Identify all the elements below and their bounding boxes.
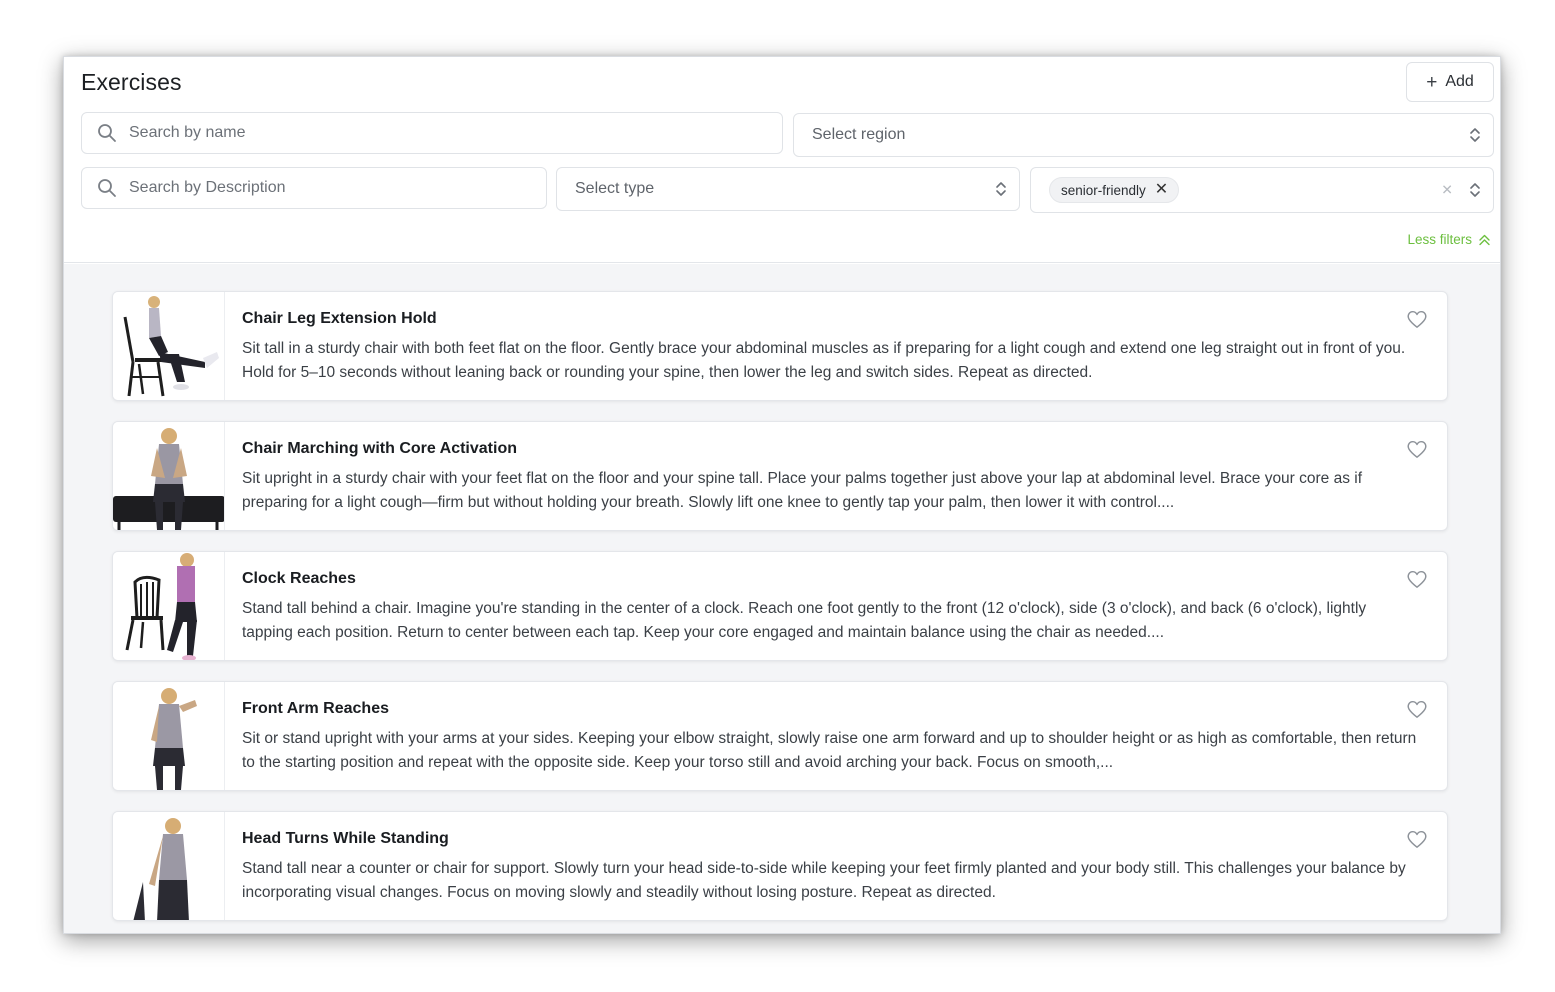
exercise-title: Clock Reaches (242, 570, 356, 587)
chevron-updown-icon (1469, 126, 1481, 144)
exercise-description: Stand tall near a counter or chair for support. Slowly turn your head side-to-side while keeping your feet firmly planted and your body still. This challenges your balance by incorporating visual changes. Focus on moving slowly and steadily without losing posture. Repeat as directed. (242, 860, 1406, 901)
tag-chip-label: senior-friendly (1061, 182, 1146, 198)
exercise-card[interactable] (112, 681, 1448, 791)
region-select[interactable] (793, 113, 1494, 157)
exercise-title: Chair Marching with Core Activation (242, 440, 517, 457)
exercise-thumbnail (113, 812, 225, 921)
exercise-thumbnail (113, 552, 225, 661)
remove-tag-icon[interactable]: ✕ (1154, 181, 1169, 198)
type-select[interactable] (556, 167, 1020, 211)
favorite-heart-icon[interactable] (1406, 439, 1428, 459)
plus-icon: + (1426, 71, 1438, 93)
add-button[interactable] (1406, 62, 1494, 102)
favorite-heart-icon[interactable] (1406, 829, 1428, 849)
favorite-heart-icon[interactable] (1406, 569, 1428, 589)
exercise-title: Chair Leg Extension Hold (242, 310, 437, 327)
search-description-field[interactable] (81, 167, 547, 209)
exercise-description: Sit upright in a sturdy chair with your feet flat on the floor and your spine tall. Place your palms together just above your lap at abdominal level. Brace your core as if preparing for a light cough—firm but without holding your breath. Slowly lift one knee to gently tap your palm, then lower it with control.... (242, 470, 1363, 511)
less-filters-label: Less filters (1407, 232, 1472, 247)
exercise-description: Stand tall behind a chair. Imagine you're standing in the center of a clock. Reach one foot gently to the front (12 o'clock), side (3 o'clock), and back (6 o'clock), lightly tapping each position. Return to center between each tap. Keep your core engaged and maintain balance using the chair as needed.... (242, 600, 1367, 641)
chevron-updown-icon (995, 180, 1007, 198)
search-icon (96, 177, 118, 199)
page-title: Exercises (81, 69, 182, 95)
region-select-placeholder: Select region (812, 126, 906, 143)
exercise-description: Sit or stand upright with your arms at your sides. Keeping your elbow straight, slowly raise one arm forward and up to shoulder height or as high as comfortable, then return to the starting position and repeat with the opposite side. Keep your torso still and avoid arching your back. Focus on smooth,... (242, 730, 1417, 771)
exercise-description: Sit tall in a sturdy chair with both feet flat on the floor. Gently brace your abdominal muscles as if preparing for a light cough and extend one leg straight out in front of you. Hold for 5–10 seconds without leaning back or rounding your spine, then lower the leg and switch sides. Repeat as directed. (242, 340, 1406, 381)
search-description-input[interactable] (129, 179, 500, 197)
clear-selection-icon[interactable]: ✕ (1441, 181, 1453, 198)
exercise-thumbnail (113, 422, 225, 531)
exercise-thumbnail (113, 292, 225, 401)
exercise-card[interactable] (112, 551, 1448, 661)
exercise-list (64, 264, 1500, 934)
exercise-title: Front Arm Reaches (242, 700, 389, 717)
favorite-heart-icon[interactable] (1406, 699, 1428, 719)
less-filters-toggle[interactable] (1407, 232, 1491, 247)
type-select-placeholder: Select type (575, 180, 655, 197)
exercises-window (63, 56, 1501, 934)
exercise-title: Head Turns While Standing (242, 830, 449, 847)
double-chevron-up-icon (1478, 233, 1491, 246)
exercise-card[interactable] (112, 421, 1448, 531)
exercise-card[interactable] (112, 811, 1448, 921)
tag-chip (1049, 177, 1179, 203)
search-name-field[interactable] (81, 112, 783, 154)
exercise-thumbnail (113, 682, 225, 791)
filter-header (64, 57, 1500, 263)
favorite-heart-icon[interactable] (1406, 309, 1428, 329)
chevron-updown-icon (1469, 181, 1481, 199)
tags-select[interactable] (1030, 167, 1494, 213)
search-icon (96, 122, 118, 144)
search-name-input[interactable] (129, 124, 689, 142)
add-button-label: Add (1445, 73, 1474, 90)
exercise-card[interactable] (112, 291, 1448, 401)
